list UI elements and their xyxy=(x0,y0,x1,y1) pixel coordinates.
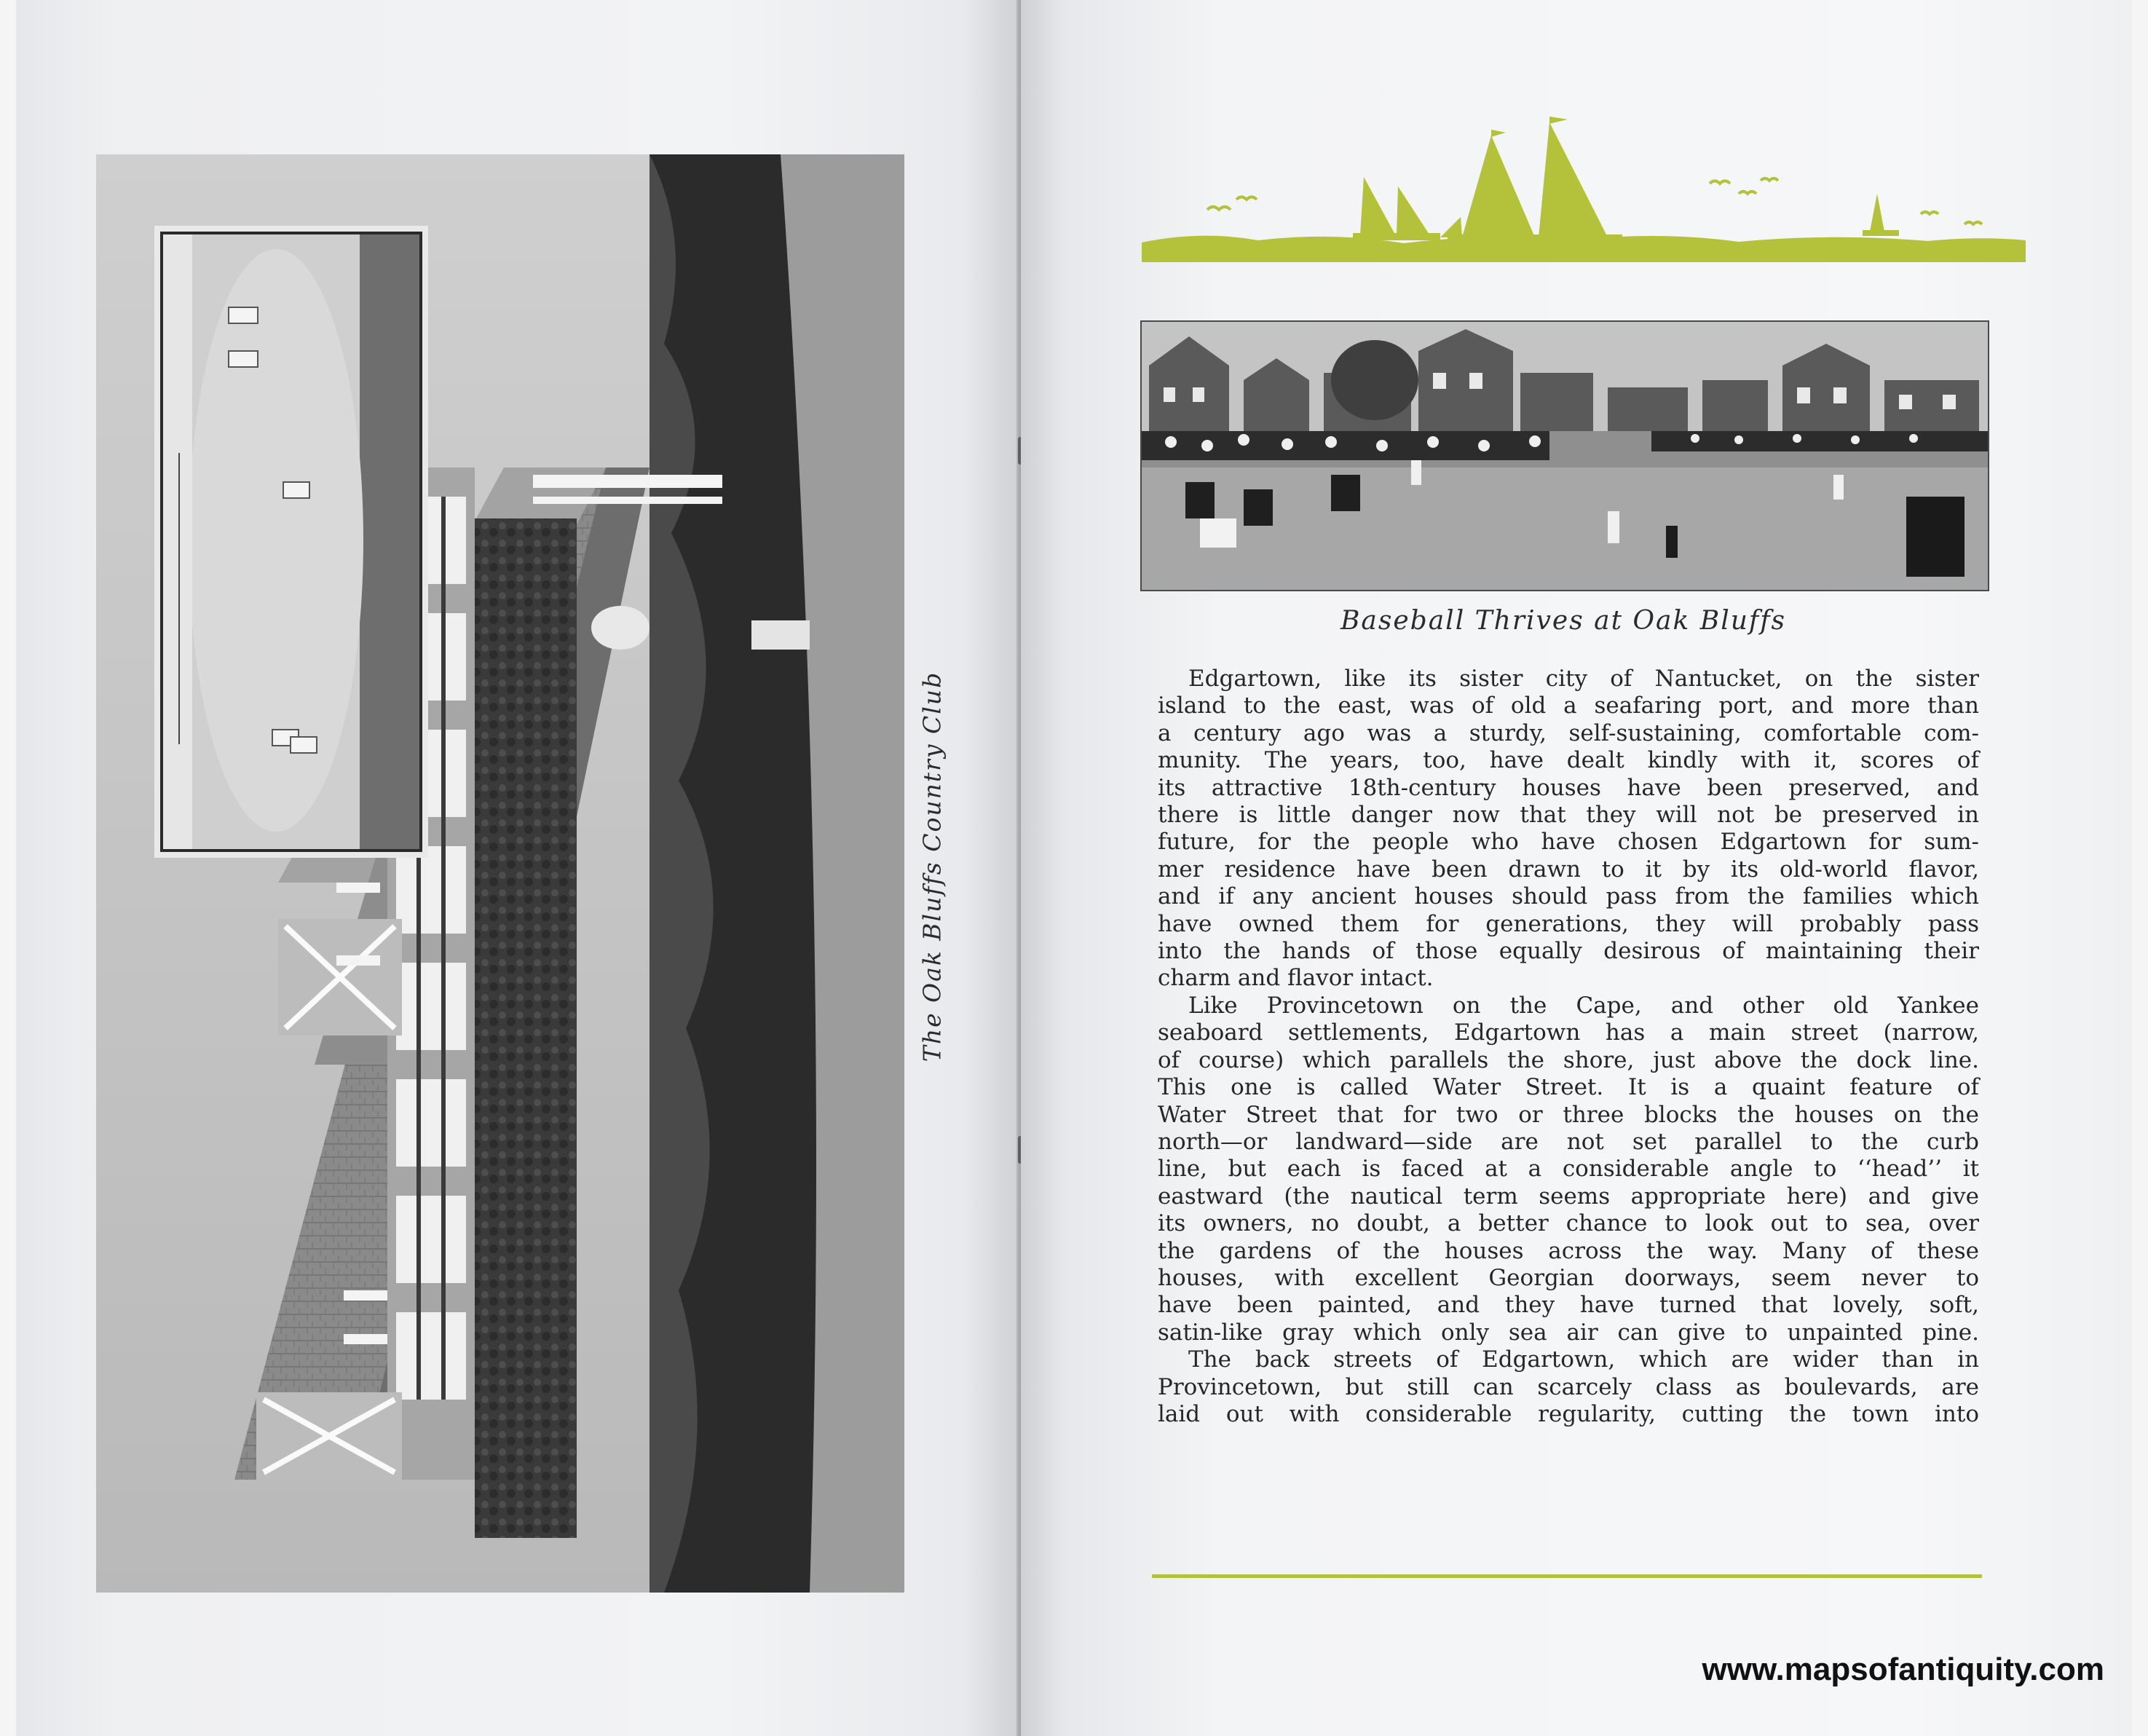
body-line: island to the east, was of old a seafaring port, and more than xyxy=(1158,693,1979,719)
body-line: Provincetown, but still can scarcely class as boulevards, are xyxy=(1158,1373,1979,1400)
body-line: the gardens of the houses across the way. Many of these xyxy=(1158,1237,1979,1264)
body-line: have owned them for generations, they will probably pass xyxy=(1158,910,1979,937)
body-line: line, but each is faced at a considerable angle to ‘‘head’’ it xyxy=(1158,1156,1979,1183)
left-caption-area xyxy=(874,663,990,1070)
body-line: seaboard settlements, Edgartown has a main street (narrow, xyxy=(1158,1019,1979,1046)
body-line: eastward (the nautical term seems appropriate here) and give xyxy=(1158,1183,1979,1210)
body-line: have been painted, and they have turned that lovely, soft, xyxy=(1158,1292,1979,1319)
body-line: into the hands of those equally desirous of maintaining their xyxy=(1158,938,1979,965)
body-line: north—or landward—side are not set parallel to the curb xyxy=(1158,1128,1979,1155)
body-line: Water Street that for two or three blocks the houses on the xyxy=(1158,1101,1979,1128)
body-line: Edgartown, like its sister city of Nantucket, on the sister xyxy=(1188,666,1979,692)
body-line: of course) which parallels the shore, just above the dock line. xyxy=(1158,1046,1979,1073)
body-line: a century ago was a sturdy, self-sustaining, comfortable com- xyxy=(1158,719,1979,746)
baseball-caption: Baseball Thrives at Oak Bluffs xyxy=(1340,606,1787,636)
body-line: Like Provincetown on the Cape, and other old Yankee xyxy=(1188,992,1979,1019)
body-line: mer residence have been drawn to it by its old-world flavor, xyxy=(1158,856,1979,883)
body-line: there is little danger now that they will not be preserved in xyxy=(1158,802,1979,829)
body-line: The back streets of Edgartown, which are wider than in xyxy=(1188,1346,1979,1373)
article-body xyxy=(1158,666,1979,1428)
body-line: laid out with considerable regularity, cutting the town into xyxy=(1158,1400,1979,1427)
golf-green-inset-photo xyxy=(160,232,422,852)
watermark-url[interactable]: www.mapsofantiquity.com xyxy=(1702,1652,2104,1687)
body-line: and if any ancient houses should pass from the families which xyxy=(1158,883,1979,910)
body-line: future, for the people who have chosen Edgartown for sum- xyxy=(1158,829,1979,856)
body-line: This one is called Water Street. It is a quaint feature of xyxy=(1158,1074,1979,1101)
body-line: charm and flavor intact. xyxy=(1158,965,1434,992)
body-line: its owners, no doubt, a better chance to look out to sea, over xyxy=(1158,1210,1979,1237)
clubhouse-caption: The Oak Bluffs Country Club xyxy=(917,671,947,1062)
baseball-photo xyxy=(1140,320,1989,591)
bottom-rule xyxy=(1152,1574,1982,1578)
body-line: houses, with excellent Georgian doorways, seem never to xyxy=(1158,1264,1979,1291)
sailing-ships-banner xyxy=(1142,108,2026,275)
body-line: its attractive 18th-century houses have been preserved, and xyxy=(1158,774,1979,801)
body-line: satin-like gray which only sea air can give to unpainted pine. xyxy=(1158,1319,1979,1346)
body-line: munity. The years, too, have dealt kindly with it, scores of xyxy=(1158,747,1979,774)
